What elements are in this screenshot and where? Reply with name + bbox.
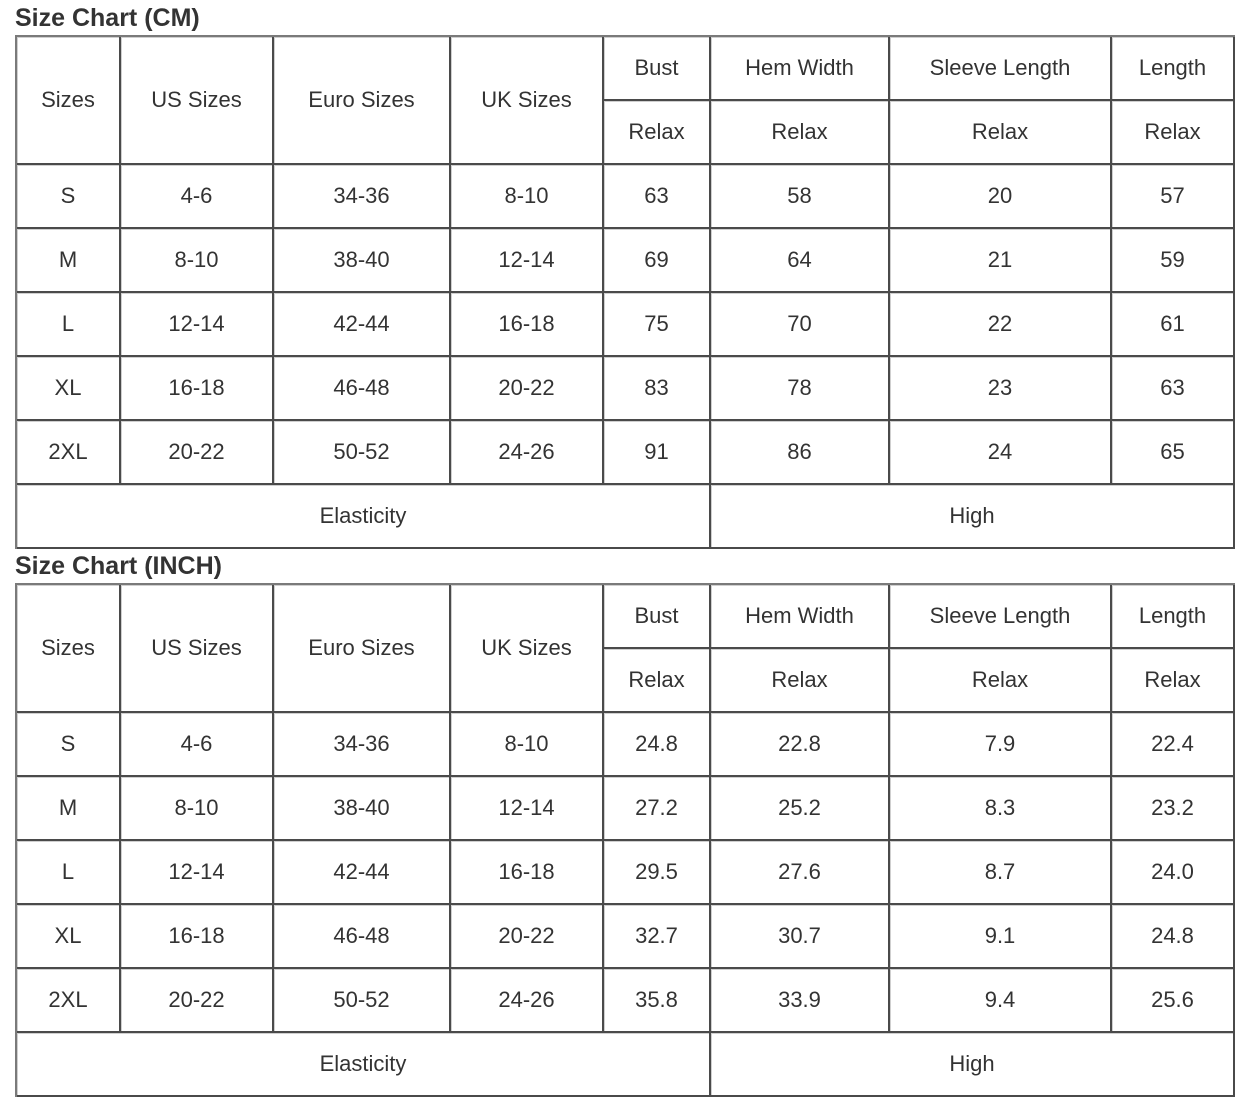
- length-cell: 59: [1112, 229, 1235, 293]
- sleeve-length-cell: 24: [890, 421, 1112, 485]
- euro-size-cell: 46-48: [274, 357, 451, 421]
- us-size-cell: 12-14: [121, 293, 274, 357]
- size-cell: XL: [17, 905, 121, 969]
- sleeve-length-cell: 9.4: [890, 969, 1112, 1033]
- uk-size-cell: 16-18: [451, 841, 604, 905]
- subheader-length-relax: Relax: [1112, 101, 1235, 165]
- elasticity-label: Elasticity: [17, 1033, 711, 1097]
- uk-size-cell: 8-10: [451, 165, 604, 229]
- us-size-cell: 16-18: [121, 357, 274, 421]
- size-cell: M: [17, 229, 121, 293]
- uk-size-cell: 16-18: [451, 293, 604, 357]
- header-bust: Bust: [604, 585, 711, 649]
- us-size-cell: 20-22: [121, 969, 274, 1033]
- euro-size-cell: 42-44: [274, 293, 451, 357]
- header-length: Length: [1112, 585, 1235, 649]
- size-cell: L: [17, 293, 121, 357]
- elasticity-row: [17, 1033, 1235, 1097]
- sleeve-length-cell: 21: [890, 229, 1112, 293]
- header-us-sizes: US Sizes: [121, 585, 274, 713]
- length-cell: 57: [1112, 165, 1235, 229]
- subheader-hem-width-relax: Relax: [711, 649, 890, 713]
- bust-cell: 75: [604, 293, 711, 357]
- header-uk-sizes: UK Sizes: [451, 585, 604, 713]
- table-row: [17, 905, 1235, 969]
- header-row: [17, 37, 1235, 101]
- uk-size-cell: 12-14: [451, 777, 604, 841]
- hem-width-cell: 30.7: [711, 905, 890, 969]
- sleeve-length-cell: 7.9: [890, 713, 1112, 777]
- us-size-cell: 12-14: [121, 841, 274, 905]
- us-size-cell: 20-22: [121, 421, 274, 485]
- table-row: [17, 293, 1235, 357]
- euro-size-cell: 38-40: [274, 777, 451, 841]
- length-cell: 24.8: [1112, 905, 1235, 969]
- size-chart-cm-table: [15, 35, 1235, 549]
- subheader-hem-width-relax: Relax: [711, 101, 890, 165]
- elasticity-row: [17, 485, 1235, 549]
- euro-size-cell: 34-36: [274, 165, 451, 229]
- length-cell: 24.0: [1112, 841, 1235, 905]
- sleeve-length-cell: 9.1: [890, 905, 1112, 969]
- bust-cell: 32.7: [604, 905, 711, 969]
- subheader-sleeve-length-relax: Relax: [890, 101, 1112, 165]
- header-uk-sizes: UK Sizes: [451, 37, 604, 165]
- sleeve-length-cell: 22: [890, 293, 1112, 357]
- size-cell: S: [17, 713, 121, 777]
- hem-width-cell: 25.2: [711, 777, 890, 841]
- subheader-bust-relax: Relax: [604, 101, 711, 165]
- hem-width-cell: 22.8: [711, 713, 890, 777]
- length-cell: 22.4: [1112, 713, 1235, 777]
- sleeve-length-cell: 8.7: [890, 841, 1112, 905]
- bust-cell: 83: [604, 357, 711, 421]
- length-cell: 63: [1112, 357, 1235, 421]
- subheader-length-relax: Relax: [1112, 649, 1235, 713]
- header-row: [17, 585, 1235, 649]
- sleeve-length-cell: 23: [890, 357, 1112, 421]
- size-chart-inch-table: [15, 583, 1235, 1097]
- bust-cell: 69: [604, 229, 711, 293]
- header-sizes: Sizes: [17, 585, 121, 713]
- size-chart-inch-title: Size Chart (INCH): [15, 552, 222, 580]
- table-row: [17, 841, 1235, 905]
- size-cell: XL: [17, 357, 121, 421]
- size-cell: 2XL: [17, 969, 121, 1033]
- us-size-cell: 8-10: [121, 777, 274, 841]
- header-euro-sizes: Euro Sizes: [274, 37, 451, 165]
- table-row: [17, 713, 1235, 777]
- uk-size-cell: 24-26: [451, 969, 604, 1033]
- elasticity-value: High: [711, 1033, 1235, 1097]
- length-cell: 25.6: [1112, 969, 1235, 1033]
- hem-width-cell: 33.9: [711, 969, 890, 1033]
- uk-size-cell: 24-26: [451, 421, 604, 485]
- uk-size-cell: 20-22: [451, 905, 604, 969]
- bust-cell: 29.5: [604, 841, 711, 905]
- length-cell: 65: [1112, 421, 1235, 485]
- bust-cell: 91: [604, 421, 711, 485]
- header-sleeve-length: Sleeve Length: [890, 37, 1112, 101]
- header-bust: Bust: [604, 37, 711, 101]
- uk-size-cell: 12-14: [451, 229, 604, 293]
- size-cell: L: [17, 841, 121, 905]
- header-sleeve-length: Sleeve Length: [890, 585, 1112, 649]
- us-size-cell: 4-6: [121, 713, 274, 777]
- header-hem-width: Hem Width: [711, 585, 890, 649]
- length-cell: 61: [1112, 293, 1235, 357]
- header-euro-sizes: Euro Sizes: [274, 585, 451, 713]
- us-size-cell: 16-18: [121, 905, 274, 969]
- euro-size-cell: 46-48: [274, 905, 451, 969]
- header-length: Length: [1112, 37, 1235, 101]
- euro-size-cell: 34-36: [274, 713, 451, 777]
- hem-width-cell: 86: [711, 421, 890, 485]
- bust-cell: 35.8: [604, 969, 711, 1033]
- header-sizes: Sizes: [17, 37, 121, 165]
- hem-width-cell: 78: [711, 357, 890, 421]
- header-us-sizes: US Sizes: [121, 37, 274, 165]
- hem-width-cell: 70: [711, 293, 890, 357]
- table-row: [17, 229, 1235, 293]
- bust-cell: 24.8: [604, 713, 711, 777]
- hem-width-cell: 27.6: [711, 841, 890, 905]
- hem-width-cell: 64: [711, 229, 890, 293]
- sleeve-length-cell: 8.3: [890, 777, 1112, 841]
- subheader-bust-relax: Relax: [604, 649, 711, 713]
- bust-cell: 27.2: [604, 777, 711, 841]
- bust-cell: 63: [604, 165, 711, 229]
- table-row: [17, 165, 1235, 229]
- euro-size-cell: 50-52: [274, 421, 451, 485]
- header-hem-width: Hem Width: [711, 37, 890, 101]
- table-row: [17, 969, 1235, 1033]
- size-cell: M: [17, 777, 121, 841]
- elasticity-value: High: [711, 485, 1235, 549]
- us-size-cell: 4-6: [121, 165, 274, 229]
- euro-size-cell: 42-44: [274, 841, 451, 905]
- size-cell: 2XL: [17, 421, 121, 485]
- table-row: [17, 357, 1235, 421]
- elasticity-label: Elasticity: [17, 485, 711, 549]
- euro-size-cell: 38-40: [274, 229, 451, 293]
- subheader-sleeve-length-relax: Relax: [890, 649, 1112, 713]
- us-size-cell: 8-10: [121, 229, 274, 293]
- length-cell: 23.2: [1112, 777, 1235, 841]
- hem-width-cell: 58: [711, 165, 890, 229]
- uk-size-cell: 8-10: [451, 713, 604, 777]
- size-cell: S: [17, 165, 121, 229]
- table-row: [17, 421, 1235, 485]
- size-chart-cm-title: Size Chart (CM): [15, 4, 200, 32]
- euro-size-cell: 50-52: [274, 969, 451, 1033]
- sleeve-length-cell: 20: [890, 165, 1112, 229]
- uk-size-cell: 20-22: [451, 357, 604, 421]
- table-row: [17, 777, 1235, 841]
